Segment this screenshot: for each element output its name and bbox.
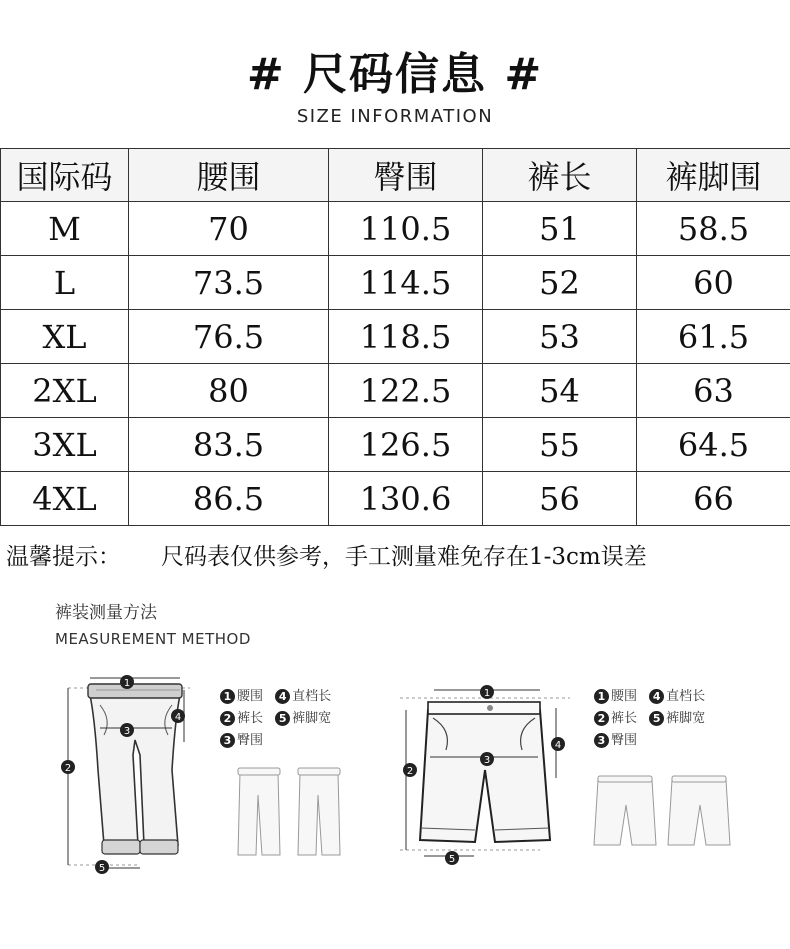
cell-hem: 58.5 <box>637 202 790 256</box>
svg-text:2: 2 <box>406 766 414 777</box>
legend-label: 直档长 <box>292 689 332 704</box>
legend-long-pants <box>220 686 339 752</box>
tip-text: 尺码表仅供参考，手工测量难免存在1-3cm误差 <box>161 544 647 570</box>
legend-number: 2 <box>594 711 609 726</box>
legend-number: 3 <box>220 733 235 748</box>
legend-item <box>275 686 331 708</box>
long-pants-thumbnails <box>238 768 340 855</box>
cell-waist: 86.5 <box>129 472 329 526</box>
page-title: # 尺码信息 # <box>246 49 544 100</box>
legend-number: 5 <box>275 711 290 726</box>
svg-text:5: 5 <box>448 854 456 865</box>
legend-item <box>220 708 263 730</box>
cell-hip: 114.5 <box>329 256 483 310</box>
svg-text:3: 3 <box>483 755 491 766</box>
col-header-waist: 腰围 <box>129 149 329 202</box>
legend-number: 1 <box>220 689 235 704</box>
legend-label: 腰围 <box>611 689 638 704</box>
cell-length: 54 <box>483 364 637 418</box>
legend-item <box>649 708 705 730</box>
measurement-tip <box>6 538 647 571</box>
cell-hip: 130.6 <box>329 472 483 526</box>
legend-label: 裤脚宽 <box>292 711 332 726</box>
legend-number: 1 <box>594 689 609 704</box>
cell-length: 51 <box>483 202 637 256</box>
svg-text:5: 5 <box>98 863 106 874</box>
cell-length: 56 <box>483 472 637 526</box>
col-header-size: 国际码 <box>1 149 129 202</box>
table-row <box>1 310 790 364</box>
legend-item <box>594 686 637 708</box>
legend-label: 腰围 <box>237 689 264 704</box>
cell-hem: 66 <box>637 472 790 526</box>
cell-size: 2XL <box>1 364 129 418</box>
legend-label: 臀围 <box>611 733 638 748</box>
cell-size: 3XL <box>1 418 129 472</box>
legend-number: 2 <box>220 711 235 726</box>
svg-text:4: 4 <box>554 740 562 751</box>
legend-label: 直档长 <box>666 689 706 704</box>
shorts-illustration <box>420 702 550 842</box>
size-table <box>0 148 790 526</box>
cell-hem: 60 <box>637 256 790 310</box>
cell-size: M <box>1 202 129 256</box>
legend-shorts <box>594 686 713 752</box>
cell-size: L <box>1 256 129 310</box>
cell-size: XL <box>1 310 129 364</box>
legend-label: 臀围 <box>237 733 264 748</box>
col-header-hem: 裤脚围 <box>637 149 790 202</box>
legend-item <box>275 708 331 730</box>
svg-text:3: 3 <box>123 726 131 737</box>
cell-hip: 126.5 <box>329 418 483 472</box>
cell-waist: 73.5 <box>129 256 329 310</box>
col-header-length: 裤长 <box>483 149 637 202</box>
long-pants-illustration <box>88 684 182 854</box>
legend-number: 4 <box>649 689 664 704</box>
legend-number: 3 <box>594 733 609 748</box>
cell-waist: 83.5 <box>129 418 329 472</box>
legend-item <box>220 730 263 752</box>
legend-item <box>649 686 705 708</box>
method-title: 裤装测量方法 <box>55 603 157 623</box>
cell-length: 53 <box>483 310 637 364</box>
tip-label: 温馨提示： <box>6 544 121 570</box>
cell-hem: 64.5 <box>637 418 790 472</box>
cell-hip: 110.5 <box>329 202 483 256</box>
cell-hem: 63 <box>637 364 790 418</box>
legend-item <box>594 730 637 752</box>
table-row <box>1 472 790 526</box>
cell-length: 52 <box>483 256 637 310</box>
svg-text:1: 1 <box>123 678 131 689</box>
svg-text:1: 1 <box>483 688 491 699</box>
legend-number: 4 <box>275 689 290 704</box>
legend-label: 裤长 <box>237 711 264 726</box>
cell-hip: 118.5 <box>329 310 483 364</box>
table-row <box>1 256 790 310</box>
legend-item <box>220 686 263 708</box>
cell-waist: 76.5 <box>129 310 329 364</box>
col-header-hip: 臀围 <box>329 149 483 202</box>
cell-hem: 61.5 <box>637 310 790 364</box>
legend-item <box>594 708 637 730</box>
shorts-thumbnails <box>594 776 730 845</box>
cell-waist: 70 <box>129 202 329 256</box>
cell-length: 55 <box>483 418 637 472</box>
table-header-row <box>1 149 790 202</box>
legend-label: 裤脚宽 <box>666 711 706 726</box>
method-subtitle: MEASUREMENT METHOD <box>55 630 251 648</box>
legend-label: 裤长 <box>611 711 638 726</box>
cell-size: 4XL <box>1 472 129 526</box>
table-row <box>1 364 790 418</box>
svg-text:4: 4 <box>174 712 182 723</box>
page-subtitle: SIZE INFORMATION <box>296 106 494 127</box>
table-row <box>1 418 790 472</box>
table-row <box>1 202 790 256</box>
svg-text:2: 2 <box>64 763 72 774</box>
legend-number: 5 <box>649 711 664 726</box>
cell-waist: 80 <box>129 364 329 418</box>
cell-hip: 122.5 <box>329 364 483 418</box>
